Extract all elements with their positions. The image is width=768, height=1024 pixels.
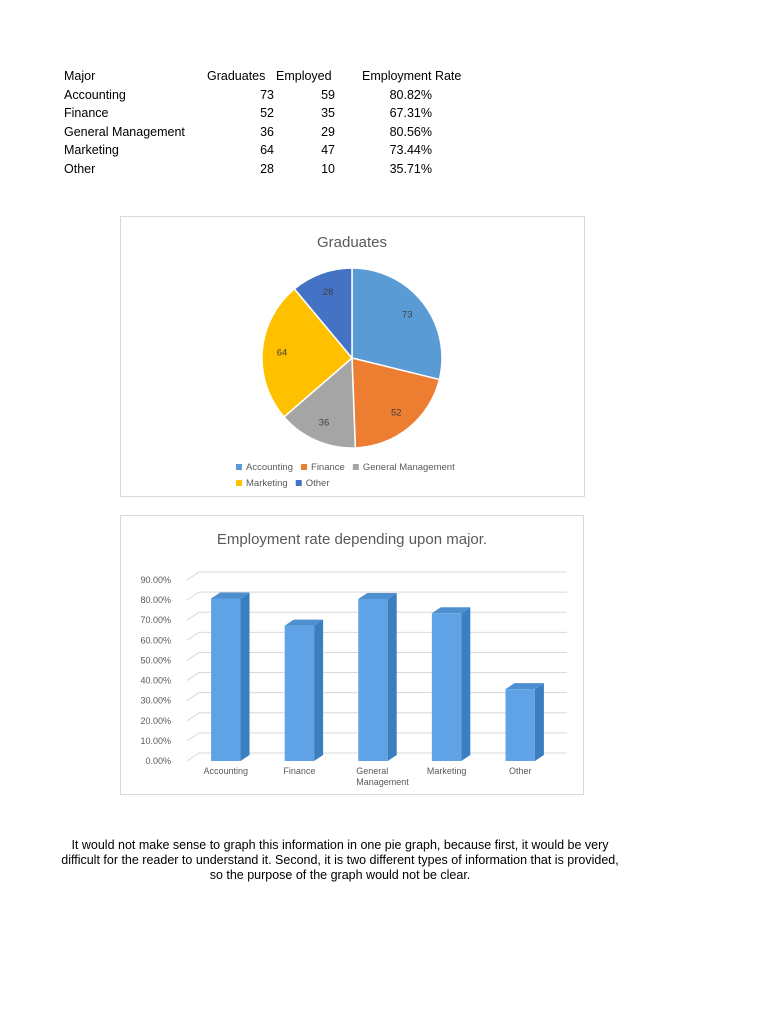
- y-tick-label: 90.00%: [140, 575, 171, 585]
- y-tick-label: 30.00%: [140, 695, 171, 706]
- pie-data-label: 36: [318, 417, 330, 429]
- pie-data-label: 52: [391, 407, 402, 419]
- legend-label: Marketing: [246, 478, 288, 489]
- cell-rate: 80.56%: [389, 124, 432, 139]
- cell-graduates: 28: [260, 161, 274, 176]
- legend-swatch: [296, 480, 302, 486]
- legend-label: Other: [305, 478, 330, 489]
- legend-swatch: [236, 464, 242, 470]
- caption-paragraph: It would not make sense to graph this information in one pie graph, because first, it would be very difficult for the reader to understand it. Second, it is two different types of information that is provided, so the purpose of the graph would not be clear.: [61, 838, 619, 882]
- cell-major: General Management: [64, 124, 185, 139]
- x-tick-label: Accounting: [203, 766, 249, 776]
- cell-major: Finance: [64, 106, 109, 120]
- pie-chart-svg: [121, 217, 584, 496]
- cell-rate: 73.44%: [389, 143, 432, 157]
- y-tick-label: 50.00%: [140, 655, 171, 666]
- x-tick-label: Marketing: [426, 766, 467, 776]
- cell-employed: 47: [321, 143, 335, 157]
- y-tick-label: 80.00%: [140, 595, 171, 606]
- y-tick-label: 70.00%: [140, 615, 171, 626]
- cell-employed: 29: [321, 124, 335, 139]
- bar-chart-title: Employment rate depending upon major.: [216, 531, 488, 548]
- bar-general-management: [358, 593, 396, 761]
- header-employed: Employed: [276, 69, 332, 83]
- cell-rate: 80.82%: [389, 87, 432, 102]
- cell-graduates: 52: [260, 106, 274, 120]
- bar-finance: [285, 620, 323, 761]
- x-tick-label: Finance: [283, 766, 316, 776]
- pie-data-label: 28: [322, 287, 334, 299]
- x-tick-label: Other: [508, 766, 532, 776]
- cell-graduates: 36: [260, 124, 274, 139]
- cell-rate: 67.31%: [389, 106, 432, 120]
- legend-swatch: [236, 480, 242, 486]
- y-tick-label: 20.00%: [140, 715, 171, 726]
- gridline: [187, 572, 567, 580]
- graduates-pie-chart: [120, 216, 585, 497]
- cell-employed: 59: [321, 87, 335, 102]
- x-tick-label: General: [356, 766, 389, 776]
- cell-major: Other: [64, 161, 96, 176]
- legend-swatch: [353, 464, 359, 470]
- cell-employed: 35: [321, 106, 335, 120]
- bar-marketing: [432, 607, 470, 761]
- legend-swatch: [301, 464, 307, 470]
- pie-data-label: 64: [276, 347, 288, 359]
- y-tick-label: 0.00%: [145, 756, 171, 766]
- y-tick-label: 40.00%: [140, 675, 171, 686]
- bar-accounting: [211, 592, 249, 761]
- legend-label: General Management: [362, 462, 455, 473]
- legend-label: Finance: [311, 462, 345, 473]
- x-tick-label: Management: [356, 777, 409, 787]
- pie-data-label: 73: [401, 309, 413, 321]
- cell-major: Accounting: [64, 87, 126, 102]
- pie-chart-title: Graduates: [316, 234, 388, 251]
- cell-major: Marketing: [64, 143, 119, 157]
- header-graduates: Graduates: [207, 69, 266, 83]
- bar-other: [505, 683, 543, 761]
- cell-rate: 35.71%: [389, 161, 432, 176]
- header-employment-rate: Employment Rate: [362, 69, 462, 83]
- header-major: Major: [64, 69, 96, 83]
- employment-rate-bar-chart: [120, 515, 584, 795]
- y-tick-label: 10.00%: [140, 735, 171, 746]
- cell-employed: 10: [321, 161, 335, 176]
- bar-chart-svg: [121, 516, 583, 794]
- legend-label: Accounting: [246, 462, 294, 473]
- y-tick-label: 60.00%: [140, 635, 171, 646]
- cell-graduates: 73: [260, 87, 274, 102]
- cell-graduates: 64: [260, 143, 274, 157]
